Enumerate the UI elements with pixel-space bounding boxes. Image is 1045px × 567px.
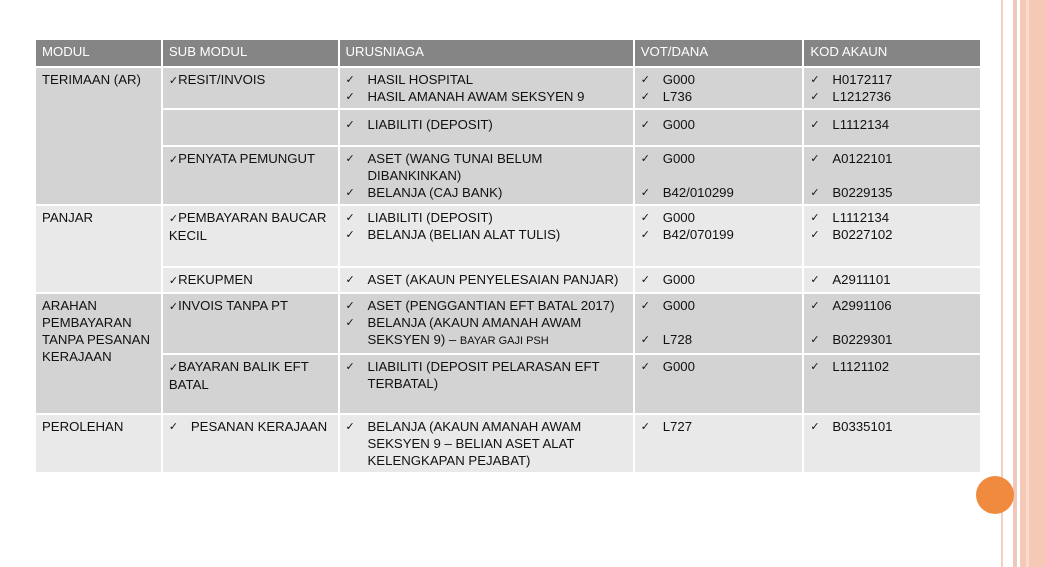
vot-cell: ✓ G000 ✓ B42/010299 — [635, 147, 803, 204]
urusniaga-cell: ✓ LIABILITI (DEPOSIT PELARASAN EFT TERBATAL) — [340, 355, 633, 413]
check-icon: ✓ — [810, 420, 820, 433]
check-icon: ✓ — [640, 73, 650, 86]
decor-circle — [976, 476, 1014, 514]
check-icon: ✓ — [810, 228, 820, 241]
check-icon: ✓ — [640, 90, 650, 103]
check-icon: ✓ — [810, 90, 820, 103]
sub-modul-cell: ✓PENYATA PEMUNGUT — [163, 147, 338, 204]
check-icon: ✓ — [345, 211, 355, 224]
check-icon: ✓ — [168, 361, 179, 374]
check-icon: ✓ — [345, 118, 355, 131]
check-icon: ✓ — [168, 153, 179, 166]
vot-cell: ✓ G000 ✓ L728 — [635, 294, 803, 353]
urusniaga-cell: ✓ ASET (AKAUN PENYELESAIAN PANJAR) — [340, 268, 633, 292]
sub-modul-cell: ✓RESIT/INVOIS — [163, 68, 338, 108]
kod-cell: ✓ A2911101 — [804, 268, 980, 292]
check-icon: ✓ — [810, 186, 820, 199]
urusniaga-cell: ✓ ASET (PENGGANTIAN EFT BATAL 2017) ✓ BELANJA (AKAUN AMANAH AWAM SEKSYEN 9) – BAYAR GAJI PSH — [340, 294, 633, 353]
check-icon: ✓ — [810, 299, 820, 312]
check-icon: ✓ — [345, 360, 355, 373]
check-icon: ✓ — [345, 420, 355, 433]
kod-cell: ✓ L1112134 ✓ B0227102 — [804, 206, 980, 266]
check-icon: ✓ — [810, 152, 820, 165]
check-icon: ✓ — [640, 186, 650, 199]
table-row — [36, 147, 980, 204]
check-icon: ✓ — [640, 420, 650, 433]
check-icon: ✓ — [640, 273, 650, 286]
kod-cell: ✓ L1121102 — [804, 355, 980, 413]
modul-cell: PANJAR — [36, 206, 161, 292]
vot-cell: ✓ G000 — [635, 110, 803, 145]
check-icon: ✓ — [640, 333, 650, 346]
header-row — [36, 40, 980, 66]
urusniaga-cell: ✓ LIABILITI (DEPOSIT) — [340, 110, 633, 145]
sub-modul-cell: ✓BAYARAN BALIK EFT BATAL — [163, 355, 338, 413]
header-kod-akaun: KOD AKAUN — [804, 40, 980, 66]
check-icon: ✓ — [168, 212, 179, 225]
check-icon: ✓ — [345, 90, 355, 103]
header-modul: MODUL — [36, 40, 161, 66]
check-icon: ✓ — [640, 211, 650, 224]
modul-cell: ARAHAN PEMBAYARAN TANPA PESANAN KERAJAAN — [36, 294, 161, 413]
check-icon: ✓ — [345, 299, 355, 312]
header-vot-dana: VOT/DANA — [635, 40, 803, 66]
header-sub-modul: SUB MODUL — [163, 40, 338, 66]
check-icon: ✓ — [810, 333, 820, 346]
table-row — [36, 68, 980, 108]
sub-modul-cell: ✓INVOIS TANPA PT — [163, 294, 338, 353]
vot-cell: ✓ G000 — [635, 268, 803, 292]
urusniaga-cell: ✓ ASET (WANG TUNAI BELUM DIBANKINKAN) ✓ BELANJA (CAJ BANK) — [340, 147, 633, 204]
vot-cell: ✓ G000 — [635, 355, 803, 413]
table-row — [36, 268, 980, 292]
check-icon: ✓ — [810, 273, 820, 286]
check-icon: ✓ — [345, 273, 355, 286]
decor-stripe — [1026, 0, 1029, 567]
kod-cell: ✓ A0122101 ✓ B0229135 — [804, 147, 980, 204]
check-icon: ✓ — [168, 274, 179, 287]
modul-cell: PEROLEHAN — [36, 415, 161, 472]
check-icon: ✓ — [810, 118, 820, 131]
sub-modul-cell: ✓REKUPMEN — [163, 268, 338, 292]
check-icon: ✓ — [640, 360, 650, 373]
check-icon: ✓ — [640, 118, 650, 131]
check-icon: ✓ — [810, 211, 820, 224]
table-row — [36, 415, 980, 472]
check-icon: ✓ — [810, 360, 820, 373]
urusniaga-cell: ✓ HASIL HOSPITAL ✓ HASIL AMANAH AWAM SEKSYEN 9 — [340, 68, 633, 108]
vot-cell: ✓ L727 — [635, 415, 803, 472]
check-icon: ✓ — [345, 152, 355, 165]
header-urusniaga: URUSNIAGA — [340, 40, 633, 66]
check-icon: ✓ — [168, 74, 179, 87]
table-row — [36, 355, 980, 413]
check-icon: ✓ — [345, 228, 355, 241]
sub-modul-cell: ✓PEMBAYARAN BAUCAR KECIL — [163, 206, 338, 266]
kod-cell: ✓ B0335101 — [804, 415, 980, 472]
table-row — [36, 294, 980, 353]
table-row — [36, 110, 980, 145]
urusniaga-cell: ✓ LIABILITI (DEPOSIT) ✓ BELANJA (BELIAN ALAT TULIS) — [340, 206, 633, 266]
check-icon: ✓ — [168, 300, 179, 313]
check-icon: ✓ — [345, 316, 355, 329]
decor-stripe — [1020, 0, 1045, 567]
sub-modul-cell: ✓ PESANAN KERAJAAN — [163, 415, 338, 472]
kod-cell: ✓ A2991106 ✓ B0229301 — [804, 294, 980, 353]
sub-modul-cell — [163, 110, 338, 145]
check-icon: ✓ — [640, 228, 650, 241]
check-icon: ✓ — [640, 152, 650, 165]
check-icon: ✓ — [640, 299, 650, 312]
vot-cell: ✓ G000 ✓ B42/070199 — [635, 206, 803, 266]
decor-stripe — [1013, 0, 1017, 567]
urusniaga-cell: ✓ BELANJA (AKAUN AMANAH AWAM SEKSYEN 9 – BELIAN ASET ALAT KELENGKAPAN PEJABAT) — [340, 415, 633, 472]
check-icon: ✓ — [345, 73, 355, 86]
kod-cell: ✓ H0172117 ✓ L1212736 — [804, 68, 980, 108]
check-icon: ✓ — [345, 186, 355, 199]
vot-cell: ✓ G000 ✓ L736 — [635, 68, 803, 108]
check-icon: ✓ — [168, 420, 179, 433]
table-row — [36, 206, 980, 266]
check-icon: ✓ — [810, 73, 820, 86]
module-table — [34, 38, 982, 474]
modul-cell: TERIMAAN (AR) — [36, 68, 161, 204]
kod-cell: ✓ L1112134 — [804, 110, 980, 145]
